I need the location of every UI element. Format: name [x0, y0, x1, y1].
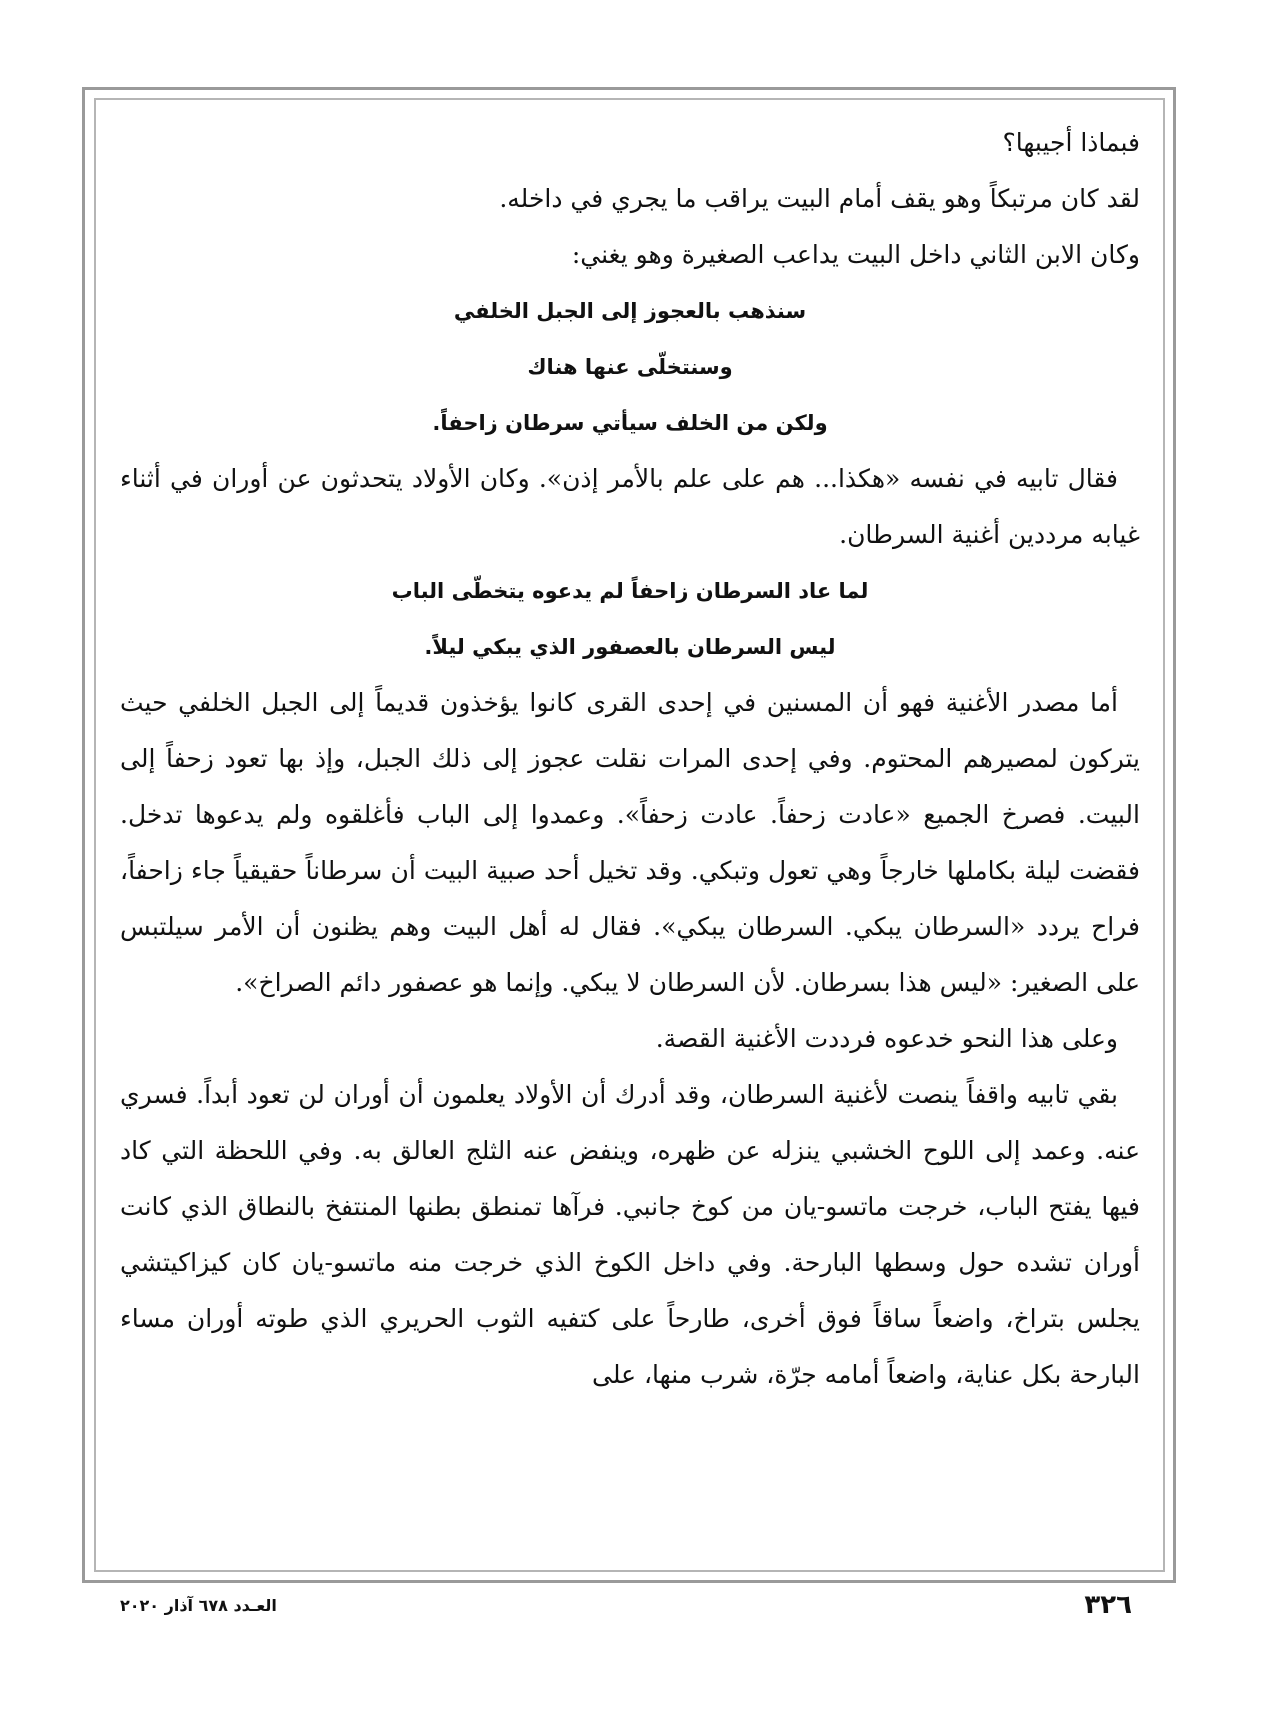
- page-footer: [120, 1590, 1140, 1630]
- paragraph-2: لقد كان مرتبكاً وهو يقف أمام البيت يراقب ما يجري في داخله.: [499, 184, 1140, 213]
- paragraph-5: أما مصدر الأغنية فهو أن المسنين في إحدى القرى كانوا يؤخذون قديماً إلى الجبل الخلفي حيث يتركون لمصيرهم المحتوم. وفي إحدى المرات نقلت عجوز إلى ذلك الجبل، وإذ بها تعود زحفاً إلى البيت. فصرخ الجميع «عادت زحفاً. عادت زحفاً». وعمدوا إلى الباب فأغلقوه ولم يدعوها تدخل. فقضت ليلة بكاملها خارجاً وهي تعول وتبكي. وقد تخيل أحد صبية البيت أن سرطاناً حقيقياً جاء زاحفاً، فراح يردد «السرطان يبكي. السرطان يبكي». فقال له أهل البيت وهم يظنون أن الأمر سيلتبس على الصغير: «ليس هذا بسرطان. لأن السرطان لا يبكي. وإنما هو عصفور دائم الصراخ».: [120, 688, 1140, 997]
- poem-2: [120, 563, 1140, 675]
- issue-info: العـدد ٦٧٨ آذار ٢٠٢٠: [120, 1596, 277, 1615]
- paragraph-7: بقي تابيه واقفاً ينصت لأغنية السرطان، وقد أدرك أن الأولاد يعلمون أن أوران لن تعود أبداً. فسري عنه. وعمد إلى اللوح الخشبي ينزله عن ظهره، وينفض عنه الثلج العالق به. وفي اللحظة التي كاد فيها يفتح الباب، خرجت ماتسو-يان من كوخ جانبي. فرآها تمنطق بطنها المنتفخ بالنطاق الذي كانت أوران تشده حول وسطها البارحة. وفي داخل الكوخ الذي خرجت منه ماتسو-يان كان كيزاكيتشي يجلس بتراخ، واضعاً ساقاً فوق أخرى، طارحاً على كتفيه الثوب الحريري الذي طوته أوران مساء البارحة بكل عناية، واضعاً أمامه جرّة، شرب منها، على: [120, 1080, 1140, 1389]
- poem-1-line-1: سنذهب بالعجوز إلى الجبل الخلفي: [453, 299, 807, 323]
- paragraph-3: وكان الابن الثاني داخل البيت يداعب الصغيرة وهو يغني:: [571, 240, 1140, 269]
- poem-1: [120, 283, 1140, 451]
- poem-1-line-2: وسنتخلّى عنها هناك: [527, 355, 733, 379]
- page-number: ٣٢٦: [1084, 1590, 1132, 1620]
- paragraph-4: فقال تابيه في نفسه «هكذا... هم على علم بالأمر إذن». وكان الأولاد يتحدثون عن أوران في أثناء غيابه مرددين أغنية السرطان.: [120, 464, 1140, 549]
- poem-1-line-3: ولكن من الخلف سيأتي سرطان زاحفاً.: [432, 411, 828, 435]
- paragraph-6: وعلى هذا النحو خدعوه فرددت الأغنية القصة.: [655, 1024, 1118, 1053]
- article-body: [120, 115, 1140, 1403]
- poem-2-line-2: ليس السرطان بالعصفور الذي يبكي ليلاً.: [424, 635, 836, 659]
- poem-2-line-1: لما عاد السرطان زاحفاً لم يدعوه يتخطّى الباب: [391, 579, 869, 603]
- paragraph-1: فبماذا أجيبها؟: [1002, 128, 1140, 157]
